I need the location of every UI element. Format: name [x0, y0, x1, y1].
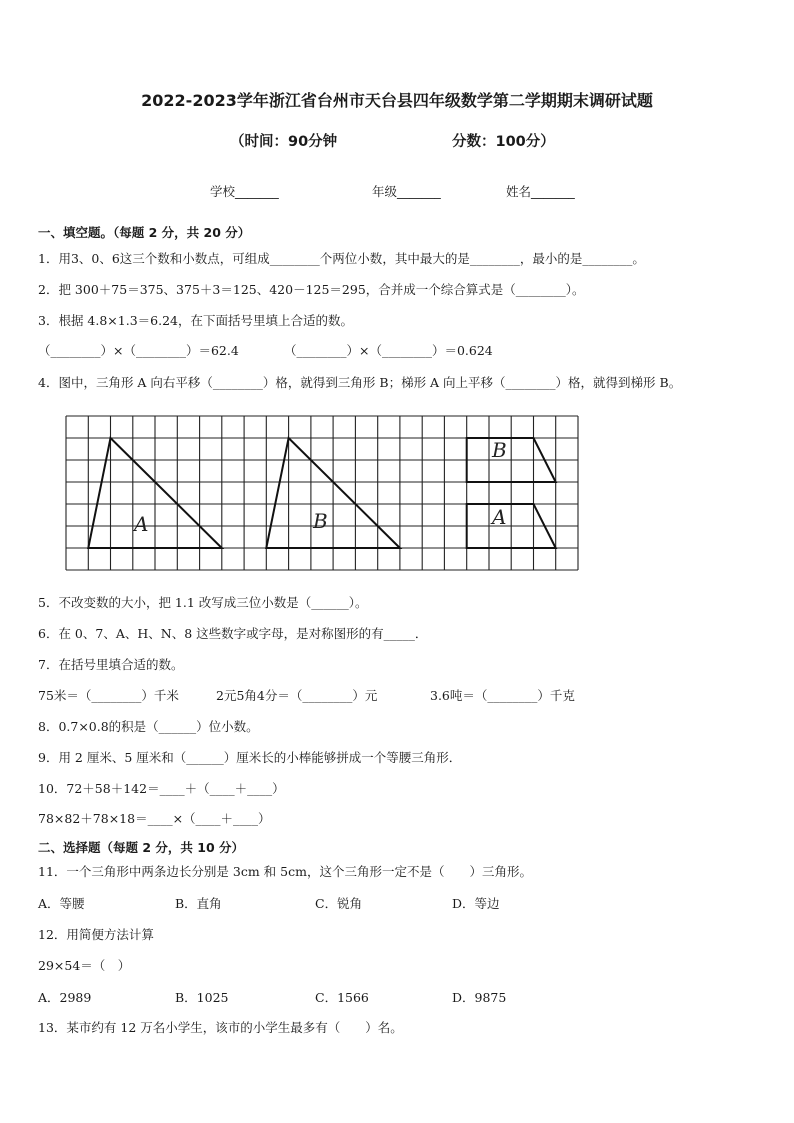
label-trapezoid-a: A	[492, 505, 507, 529]
question-3a: （________）×（________）＝62.4	[38, 343, 239, 358]
question-10b: 78×82＋78×18＝____×（____＋____）	[38, 811, 271, 826]
question-7b: 2元5角4分＝（________）元	[216, 688, 378, 703]
question-2: 2．把 300＋75＝375、375＋3＝125、420－125＝295，合并成一个综合算式是（________）。	[38, 282, 585, 297]
question-7a: 75米＝（________）千米	[38, 688, 179, 703]
question-12: 12．用简便方法计算	[38, 927, 154, 942]
question-10a: 10．72＋58＋142＝____＋（____＋____）	[38, 781, 285, 796]
q11-option-b[interactable]: B．直角	[175, 896, 222, 911]
question-12b: 29×54＝（ ）	[38, 958, 131, 973]
q12-option-d[interactable]: D．9875	[452, 990, 507, 1005]
question-5: 5．不改变数的大小，把 1.1 改写成三位小数是（______）。	[38, 595, 368, 610]
page-title: 2022-2023学年浙江省台州市天台县四年级数学第二学期期末调研试题	[141, 91, 653, 110]
label-triangle-b: B	[313, 509, 328, 533]
question-3b: （________）×（________）＝0.624	[284, 343, 493, 358]
exam-time: （时间：90分钟	[230, 134, 338, 150]
q11-option-c[interactable]: C．锐角	[315, 896, 363, 911]
q12-option-b[interactable]: B．1025	[175, 990, 229, 1005]
school-field[interactable]: 学校_______	[210, 184, 279, 199]
q11-option-d[interactable]: D．等边	[452, 896, 500, 911]
question-11: 11．一个三角形中两条边长分别是 3cm 和 5cm，这个三角形一定不是（ ）三角形。	[38, 864, 532, 879]
question-1: 1．用3、0、6这三个数和小数点，可组成________个两位小数，其中最大的是________，最小的是________。	[38, 251, 645, 266]
exam-score: 分数：100分）	[452, 134, 555, 150]
question-6: 6．在 0、7、A、H、N、8 这些数字或字母，是对称图形的有_____．	[38, 626, 428, 641]
question-7: 7．在括号里填合适的数。	[38, 657, 184, 672]
grid-figure	[62, 412, 582, 582]
question-4: 4．图中，三角形 A 向右平移（________）格，就得到三角形 B；梯形 A 向上平移（________）格，就得到梯形 B。	[38, 375, 682, 390]
name-field[interactable]: 姓名_______	[506, 184, 575, 199]
section1-heading: 一、填空题。（每题 2 分，共 20 分）	[38, 225, 251, 240]
question-9: 9．用 2 厘米、5 厘米和（______）厘米长的小棒能够拼成一个等腰三角形．	[38, 750, 462, 765]
grade-field[interactable]: 年级_______	[372, 184, 441, 199]
question-3: 3．根据 4.8×1.3＝6.24，在下面括号里填上合适的数。	[38, 313, 353, 328]
q11-option-a[interactable]: A．等腰	[38, 896, 85, 911]
q12-option-c[interactable]: C．1566	[315, 990, 369, 1005]
section2-heading: 二、选择题（每题 2 分，共 10 分）	[38, 840, 245, 855]
label-trapezoid-b: B	[492, 438, 507, 462]
question-13: 13．某市约有 12 万名小学生，该市的小学生最多有（ ）名。	[38, 1020, 403, 1035]
q12-option-a[interactable]: A．2989	[38, 990, 92, 1005]
label-triangle-a: A	[134, 512, 149, 536]
question-8: 8．0.7×0.8的积是（______）位小数。	[38, 719, 259, 734]
question-7c: 3.6吨＝（________）千克	[430, 688, 575, 703]
